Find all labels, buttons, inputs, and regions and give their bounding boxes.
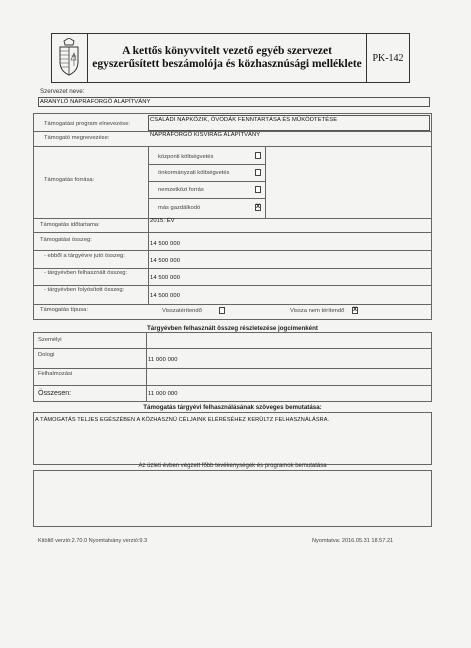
row-divider	[34, 232, 432, 233]
footer-print-date: Nyomtatva: 2016.05.31 18.57.21	[312, 538, 394, 544]
source-col-divider	[148, 146, 149, 218]
source-option-label: nemzetközi forrás	[158, 187, 204, 193]
activities-text-box	[33, 470, 432, 527]
source-checkbox[interactable]: X	[256, 204, 261, 210]
supporter-value: NAPRAFORGÓ KISVIRÁG ALAPÍTVÁNY	[150, 132, 261, 138]
source-option-label: központi költségvetés	[158, 154, 214, 160]
footer-version: Kitöltő verzió:2.70.0 Nyomtatvány verzió:9.3	[38, 538, 148, 544]
supporter-label: Támogató megnevezése:	[44, 135, 110, 141]
row-divider	[34, 304, 432, 305]
used-label: - tárgyévben felhasznált összeg:	[44, 270, 128, 276]
breakdown-table	[33, 332, 432, 402]
type-refund-checkbox[interactable]	[219, 307, 225, 314]
org-name-label: Szervezet neve:	[40, 88, 85, 95]
source-checkbox[interactable]	[255, 186, 261, 193]
activities-title: Az üzleti évben végzett főbb tevékenységek és programok bemutatása	[138, 463, 327, 469]
row-divider	[34, 368, 432, 369]
source-checkbox[interactable]	[255, 169, 261, 176]
row-divider	[34, 348, 432, 349]
source-label: Támogatás forrása:	[44, 177, 95, 183]
usage-text: A TÁMOGATÁS TELJES EGÉSZÉBEN A KÖZHASZNÚ CÉLJAINK ELÉRÉSÉHEZ KERÜLTZ FELHASZNÁLÁSRA.	[35, 417, 330, 423]
type-nonrefund-checkbox[interactable]: X	[353, 307, 358, 313]
row-divider	[34, 218, 432, 219]
breakdown-total-value: 11 000 000	[148, 391, 178, 397]
amount-label: Támogatási összeg:	[40, 237, 92, 243]
program-value: CSALÁDI NAPKÖZIK, ÓVODÁK FENNTARTÁSA ÉS MŰKÖDTETÉSE	[150, 117, 338, 123]
breakdown-col-divider	[146, 332, 147, 402]
program-label: Támogatási program elnevezése:	[44, 121, 131, 127]
source-option-label: önkormányzati költségvetés	[158, 170, 230, 176]
amount-value: 14 500 000	[150, 241, 181, 247]
row-divider	[148, 164, 265, 165]
form-code: PK-142	[372, 53, 404, 64]
breakdown-title: Tárgyévben felhasznált összeg részletezése jogcímenként	[147, 325, 318, 332]
row-divider	[148, 181, 265, 182]
page-title-line-2: egyszerűsített beszámolója és közhasznúsági melléklete	[92, 58, 362, 70]
source-option-label: más gazdálkodó	[158, 205, 201, 211]
row-divider	[34, 146, 432, 147]
type-refund-label: Visszatérítendő	[162, 308, 202, 314]
breakdown-row-label: Dologi	[38, 352, 55, 358]
row-divider	[34, 285, 432, 286]
paid-value: 14 500 000	[150, 293, 181, 299]
period-label: Támogatás időtartama:	[40, 222, 100, 228]
type-nonrefund-label: Vissza nem térítendő	[290, 308, 345, 314]
source-checkbox[interactable]	[255, 152, 261, 159]
breakdown-total-label: Összesen:	[38, 390, 72, 397]
page-title-line-1: A kettős könyvvitelt vezető egyéb szervezet	[122, 45, 332, 57]
used-value: 14 500 000	[150, 275, 181, 281]
row-divider	[34, 268, 432, 269]
year-share-label: - ebből a tárgyévre jutó összeg:	[44, 253, 125, 259]
paid-label: - tárgyévben folyósított összeg:	[44, 287, 125, 293]
usage-title: Támogatás tárgyévi felhasználásának szöveges bemutatása:	[143, 404, 322, 411]
coat-of-arms-icon	[57, 38, 81, 76]
row-divider	[148, 198, 265, 199]
type-label: Támogatás típusa:	[40, 307, 89, 313]
row-divider	[34, 385, 432, 386]
breakdown-row-label: Személyi	[38, 337, 62, 343]
row-divider	[34, 250, 432, 251]
breakdown-row-value: 11 000 000	[148, 357, 178, 363]
source-col-divider	[265, 146, 266, 218]
year-share-value: 14 500 000	[150, 258, 181, 264]
org-name-value: ARANYLÓ NAPRAFORGÓ ALAPÍTVÁNY	[40, 98, 151, 105]
breakdown-row-label: Felhalmozási	[38, 371, 73, 377]
value-col-divider	[148, 218, 149, 304]
period-value: 2015. ÉV	[150, 218, 175, 224]
